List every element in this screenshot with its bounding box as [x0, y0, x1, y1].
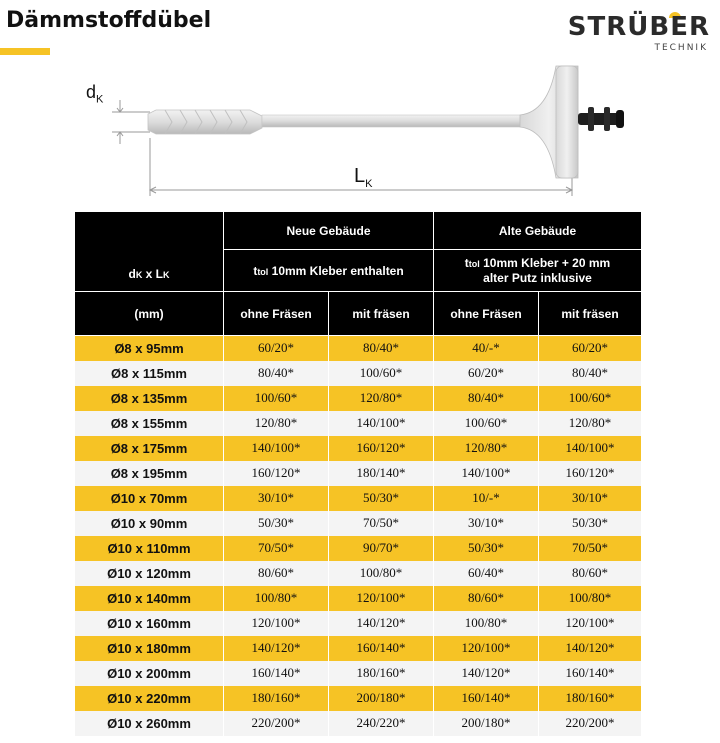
table-row: [75, 411, 642, 436]
row-size-cell: Ø10 x 180mm: [75, 636, 224, 661]
value-cell: 160/140*: [539, 661, 642, 686]
diameter-dimension: [112, 100, 150, 144]
row-size-cell: Ø10 x 90mm: [75, 511, 224, 536]
value-cell: 140/120*: [434, 661, 539, 686]
value-cell: 90/70*: [329, 536, 434, 561]
row-size-cell: Ø10 x 220mm: [75, 686, 224, 711]
group-note-new: ttol 10mm Kleber enthalten: [224, 250, 434, 292]
value-cell: 120/80*: [329, 386, 434, 411]
value-cell: 50/30*: [434, 536, 539, 561]
value-cell: 200/180*: [434, 711, 539, 736]
size-header: dK x LK: [75, 212, 224, 292]
value-cell: 70/50*: [329, 511, 434, 536]
value-cell: 30/10*: [434, 511, 539, 536]
table-row: [75, 636, 642, 661]
table-row: [75, 561, 642, 586]
value-cell: 50/30*: [224, 511, 329, 536]
value-cell: 140/120*: [539, 636, 642, 661]
value-cell: 240/220*: [329, 711, 434, 736]
table-row: [75, 661, 642, 686]
value-cell: 180/160*: [224, 686, 329, 711]
row-size-cell: Ø8 x 115mm: [75, 361, 224, 386]
value-cell: 100/80*: [434, 611, 539, 636]
value-cell: 140/100*: [434, 461, 539, 486]
value-cell: 120/80*: [539, 411, 642, 436]
diameter-label: $d_K$: [86, 82, 104, 106]
value-cell: 160/120*: [539, 461, 642, 486]
page-title: Dämmstoffdübel: [6, 8, 212, 33]
table-row: [75, 536, 642, 561]
value-cell: 100/60*: [434, 411, 539, 436]
value-cell: 30/10*: [224, 486, 329, 511]
value-cell: 160/120*: [224, 461, 329, 486]
spec-table: [74, 211, 642, 736]
value-cell: 60/40*: [434, 561, 539, 586]
value-cell: 30/10*: [539, 486, 642, 511]
title-accent-bar: [0, 48, 50, 55]
anchor-pin: [578, 107, 624, 131]
value-cell: 120/80*: [224, 411, 329, 436]
value-cell: 80/60*: [224, 561, 329, 586]
value-cell: 50/30*: [539, 511, 642, 536]
brand-name: STRÜBER: [567, 12, 710, 42]
value-cell: 160/140*: [224, 661, 329, 686]
brand-logo: [567, 10, 710, 53]
row-size-cell: Ø10 x 70mm: [75, 486, 224, 511]
value-cell: 120/100*: [539, 611, 642, 636]
value-cell: 50/30*: [329, 486, 434, 511]
subheader-new-mit: mit fräsen: [329, 292, 434, 336]
value-cell: 160/120*: [329, 436, 434, 461]
table-row: [75, 461, 642, 486]
table-row: [75, 511, 642, 536]
value-cell: 140/100*: [329, 411, 434, 436]
value-cell: 70/50*: [539, 536, 642, 561]
value-cell: 80/40*: [224, 361, 329, 386]
value-cell: 100/60*: [224, 386, 329, 411]
subheader-old-ohne: ohne Fräsen: [434, 292, 539, 336]
value-cell: 100/80*: [539, 586, 642, 611]
value-cell: 60/20*: [434, 361, 539, 386]
table-row: [75, 386, 642, 411]
table-row: [75, 436, 642, 461]
brand-subtitle: TECHNIK: [654, 43, 708, 53]
row-size-cell: Ø8 x 155mm: [75, 411, 224, 436]
value-cell: 120/100*: [329, 586, 434, 611]
group-header-old: Alte Gebäude: [434, 212, 642, 250]
anchor-shaft: [262, 115, 542, 127]
value-cell: 180/160*: [539, 686, 642, 711]
table-row: [75, 486, 642, 511]
value-cell: 180/160*: [329, 661, 434, 686]
row-size-cell: Ø10 x 110mm: [75, 536, 224, 561]
subheader-old-mit: mit fräsen: [539, 292, 642, 336]
value-cell: 40/-*: [434, 336, 539, 361]
row-size-cell: Ø8 x 95mm: [75, 336, 224, 361]
table-row: [75, 711, 642, 736]
row-size-cell: Ø8 x 175mm: [75, 436, 224, 461]
value-cell: 80/40*: [434, 386, 539, 411]
anchor-sleeve: [148, 110, 262, 134]
unit-header: (mm): [75, 292, 224, 336]
value-cell: 60/20*: [224, 336, 329, 361]
value-cell: 160/140*: [329, 636, 434, 661]
row-size-cell: Ø10 x 140mm: [75, 586, 224, 611]
value-cell: 100/60*: [539, 386, 642, 411]
value-cell: 220/200*: [539, 711, 642, 736]
group-note-old: ttol 10mm Kleber + 20 mm alter Putz inklusive: [434, 250, 642, 292]
row-size-cell: Ø10 x 160mm: [75, 611, 224, 636]
value-cell: 80/60*: [539, 561, 642, 586]
row-size-cell: Ø10 x 200mm: [75, 661, 224, 686]
value-cell: 120/100*: [434, 636, 539, 661]
table-row: [75, 611, 642, 636]
row-size-cell: Ø8 x 195mm: [75, 461, 224, 486]
value-cell: 140/100*: [539, 436, 642, 461]
row-size-cell: Ø10 x 120mm: [75, 561, 224, 586]
value-cell: 160/140*: [434, 686, 539, 711]
value-cell: 80/60*: [434, 586, 539, 611]
value-cell: 120/80*: [434, 436, 539, 461]
row-size-cell: Ø8 x 135mm: [75, 386, 224, 411]
table-row: [75, 361, 642, 386]
value-cell: 140/120*: [224, 636, 329, 661]
group-header-new: Neue Gebäude: [224, 212, 434, 250]
value-cell: 100/80*: [329, 561, 434, 586]
value-cell: 60/20*: [539, 336, 642, 361]
table-row: [75, 686, 642, 711]
value-cell: 70/50*: [224, 536, 329, 561]
subheader-new-ohne: ohne Fräsen: [224, 292, 329, 336]
value-cell: 10/-*: [434, 486, 539, 511]
table-row: [75, 336, 642, 361]
value-cell: 80/40*: [329, 336, 434, 361]
length-label: $L_K$: [354, 165, 373, 190]
value-cell: 140/120*: [329, 611, 434, 636]
row-size-cell: Ø10 x 260mm: [75, 711, 224, 736]
value-cell: 100/80*: [224, 586, 329, 611]
value-cell: 200/180*: [329, 686, 434, 711]
spec-table-body: [75, 336, 642, 736]
value-cell: 140/100*: [224, 436, 329, 461]
value-cell: 220/200*: [224, 711, 329, 736]
value-cell: 100/60*: [329, 361, 434, 386]
value-cell: 80/40*: [539, 361, 642, 386]
table-row: [75, 586, 642, 611]
value-cell: 120/100*: [224, 611, 329, 636]
value-cell: 180/140*: [329, 461, 434, 486]
